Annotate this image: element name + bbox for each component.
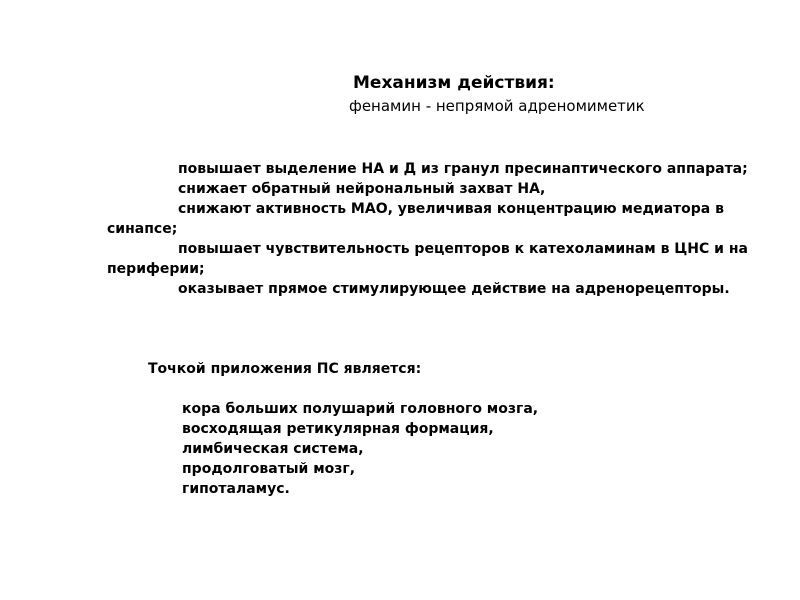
target-list: [182, 399, 538, 499]
target-heading: Точкой приложения ПС является:: [148, 361, 422, 377]
mechanism-item: повышает выделение НА и Д из гранул пресинаптического аппарата;: [178, 161, 748, 177]
mechanism-item: снижает обратный нейрональный захват НА,: [178, 181, 546, 197]
slide-subtitle: фенамин - непрямой адреномиметик: [349, 97, 645, 115]
target-item: продолговатый мозг,: [182, 461, 356, 477]
mechanism-item: снижают активность МАО, увеличивая концентрацию медиатора в синапсе;: [107, 201, 724, 237]
mechanism-item: оказывает прямое стимулирующее действие на адренорецепторы.: [178, 281, 730, 297]
target-item: кора больших полушарий головного мозга,: [182, 401, 539, 417]
target-item: лимбическая система,: [182, 441, 364, 457]
mechanism-list: [107, 159, 767, 299]
mechanism-item: повышает чувствительность рецепторов к катехоламинам в ЦНС и на периферии;: [107, 241, 748, 277]
slide-title: Механизм действия:: [353, 73, 555, 93]
target-item: гипоталамус.: [182, 481, 290, 497]
target-item: восходящая ретикулярная формация,: [182, 421, 494, 437]
